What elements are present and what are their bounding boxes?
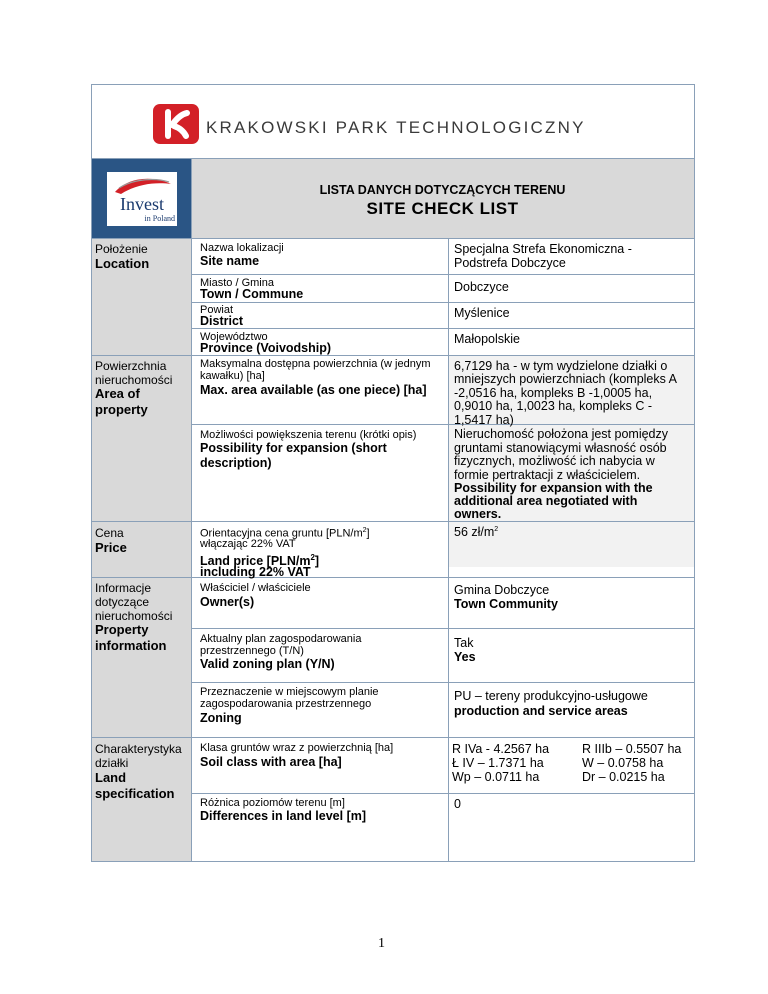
kpt-logo-icon xyxy=(153,104,199,144)
town-value: Dobczyce xyxy=(454,280,509,294)
town-label: Town / Commune xyxy=(200,287,304,301)
level-value: 0 xyxy=(454,797,461,811)
page-number: 1 xyxy=(378,936,385,951)
district-value: Myślenice xyxy=(454,306,510,320)
expansion-value: Nieruchomość położona jest pomiędzy xyxy=(454,427,668,441)
section-price-en: Price xyxy=(95,540,127,555)
zoning-value: PU – tereny produkcyjno-usługowe xyxy=(454,689,648,703)
soil-value: R IVa - 4.2567 ha xyxy=(452,742,550,756)
section-land-en: Land xyxy=(95,770,127,785)
province-value: Małopolskie xyxy=(454,332,521,346)
max-area-label: Max. area available (as one piece) [ha] xyxy=(200,383,427,397)
site-name-value: Specjalna Strefa Ekonomiczna - xyxy=(454,242,632,256)
zoning-plan-value: Tak xyxy=(454,636,474,650)
level-label: Differences in land level [m] xyxy=(200,809,367,823)
section-property-en: Property xyxy=(95,622,149,637)
title-pl: LISTA DANYCH DOTYCZĄCYCH TERENU xyxy=(319,183,566,197)
district-label: District xyxy=(200,314,244,328)
invest-in-poland-logo: Invest in Poland xyxy=(92,159,191,238)
section-price-pl: Cena xyxy=(95,526,124,540)
soil-label: Soil class with area [ha] xyxy=(200,755,342,769)
section-area-en: Area of xyxy=(95,386,140,401)
province-label: Province (Voivodship) xyxy=(200,341,332,355)
price-label-en: Land price $[PLN/m^2]$ xyxy=(200,553,320,569)
brand-name: KRAKOWSKI PARK TECHNOLOGICZNY xyxy=(206,118,586,137)
zoning-label: Zoning xyxy=(200,711,242,725)
max-area-value: 6,7129 ha - w tym wydzielone działki o xyxy=(454,359,668,373)
section-location-pl: Położenie xyxy=(95,242,148,256)
zoning-plan-label: Valid zoning plan (Y/N) xyxy=(200,657,335,671)
title-en: SITE CHECK LIST xyxy=(366,199,519,218)
site-name-label: Site name xyxy=(200,254,260,268)
price-label-pl: Orientacyjna cena gruntu $[PLN/m^2]$ xyxy=(200,527,370,540)
owner-label: Owner(s) xyxy=(200,595,255,609)
price-value: 56 $zł/m^2$ xyxy=(454,525,499,540)
section-location-en: Location xyxy=(95,256,150,271)
expansion-label: Possibility for expansion (short xyxy=(200,441,387,455)
owner-value: Gmina Dobczyce xyxy=(454,583,550,597)
